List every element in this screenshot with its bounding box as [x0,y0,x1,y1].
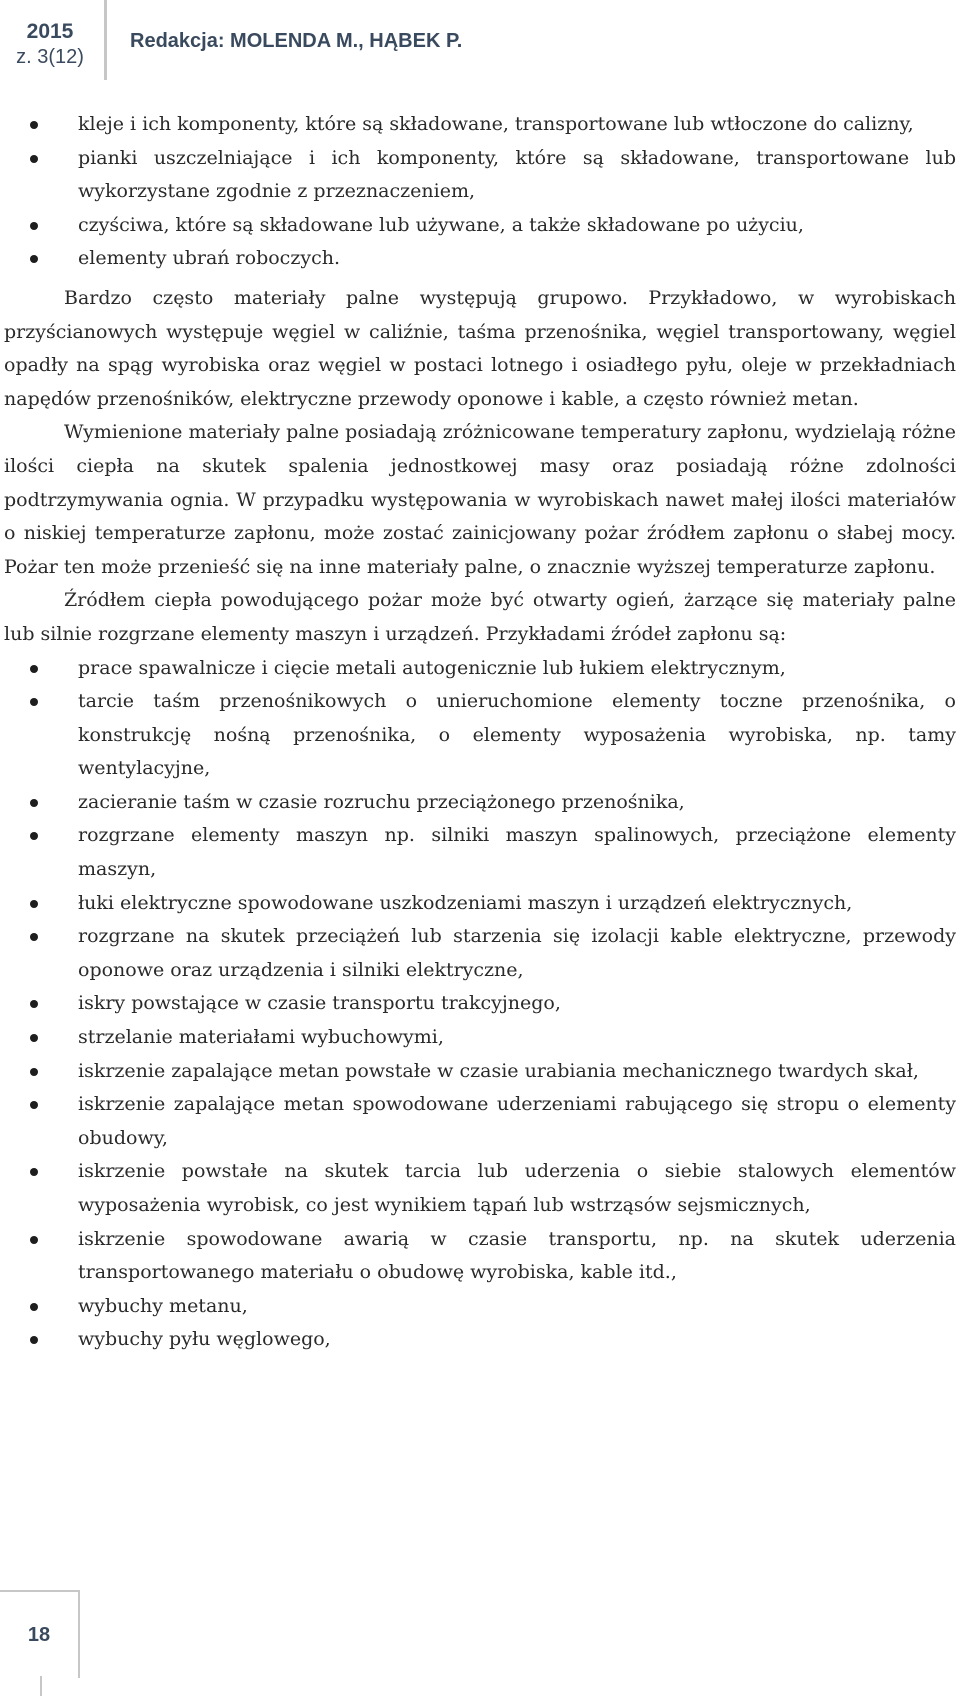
list-item: łuki elektryczne spowodowane uszkodzeniami maszyn i urządzeń elektrycznych, [4,887,956,921]
list-item: tarcie taśm przenośnikowych o unieruchomione elementy toczne przenośnika, o konstrukcję nośną przenośnika, o elementy wyposażenia wyrobiska, np. tamy wentylacyjne, [4,685,956,786]
page-header [0,0,960,90]
header-editors: Redakcja: MOLENDA M., HĄBEK P. [130,30,463,52]
list-item: iskrzenie zapalające metan powstałe w czasie urabiania mechanicznego twardych skał, [4,1055,956,1089]
page-body [4,108,956,1357]
list-item: wybuchy pyłu węglowego, [4,1323,956,1357]
body-paragraph: Wymienione materiały palne posiadają zróżnicowane temperatury zapłonu, wydzielają różne ilości ciepła na skutek spalenia jednostkowej masy oraz posiadają różne zdolności podtrzymywania ognia. W przypadku występowania w wyrobiskach nawet małej ilości materiałów o niskiej temperaturze zapłonu, może zostać zainicjowany pożar źródłem zapłonu o słabej mocy. Pożar ten może przenieść się na inne materiały palne, o znacznie wyższej temperaturze zapłonu. [4,421,956,578]
header-year: 2015 [26,20,74,43]
list-item: strzelanie materiałami wybuchowymi, [4,1021,956,1055]
list-item: czyściwa, które są składowane lub używane, a także składowane po użyciu, [4,209,956,243]
header-divider [104,0,107,80]
list-item: iskry powstające w czasie transportu trakcyjnego, [4,987,956,1021]
list-item: kleje i ich komponenty, które są składowane, transportowane lub wtłoczone do calizny, [4,108,956,142]
page-number-box [0,1590,80,1678]
footer-divider [40,1676,42,1696]
page-number: 18 [27,1623,51,1646]
header-issue: z. 3(12) [16,46,84,68]
body-paragraph: Bardzo często materiały palne występują grupowo. Przykładowo, w wyrobiskach przyścianowych występuje węgiel w caliźnie, taśma przenośnika, węgiel transportowany, węgiel opadły na spąg wyrobiska oraz węgiel w postaci lotnego i osiadłego pyłu, oleje w przekładniach napędów przenośników, elektryczne przewody oponowe i kable, a często również metan. [4,286,956,410]
list-item: rozgrzane elementy maszyn np. silniki maszyn spalinowych, przeciążone elementy maszyn, [4,819,956,886]
list-item: zacieranie taśm w czasie rozruchu przeciążonego przenośnika, [4,786,956,820]
ignition-sources-list [4,652,956,1357]
list-item: prace spawalnicze i cięcie metali autogenicznie lub łukiem elektrycznym, [4,652,956,686]
list-item: wybuchy metanu, [4,1290,956,1324]
list-item: iskrzenie powstałe na skutek tarcia lub uderzenia o siebie stalowych elementów wyposażenia wyrobisk, co jest wynikiem tąpań lub wstrząsów sejsmicznych, [4,1155,956,1222]
list-item: rozgrzane na skutek przeciążeń lub starzenia się izolacji kable elektryczne, przewody oponowe oraz urządzenia i silniki elektryczne, [4,920,956,987]
list-item: iskrzenie spowodowane awarią w czasie transportu, np. na skutek uderzenia transportowanego materiału o obudowę wyrobiska, kable itd., [4,1223,956,1290]
list-item: pianki uszczelniające i ich komponenty, które są składowane, transportowane lub wykorzystane zgodnie z przeznaczeniem, [4,142,956,209]
list-item: elementy ubrań roboczych. [4,242,956,276]
body-paragraph: Źródłem ciepła powodującego pożar może być otwarty ogień, żarzące się materiały palne lub silnie rozgrzane elementy maszyn i urządzeń. Przykładami źródeł zapłonu są: [4,589,956,645]
list-item: iskrzenie zapalające metan spowodowane uderzeniami rabującego się stropu o elementy obudowy, [4,1088,956,1155]
materials-list [4,108,956,276]
